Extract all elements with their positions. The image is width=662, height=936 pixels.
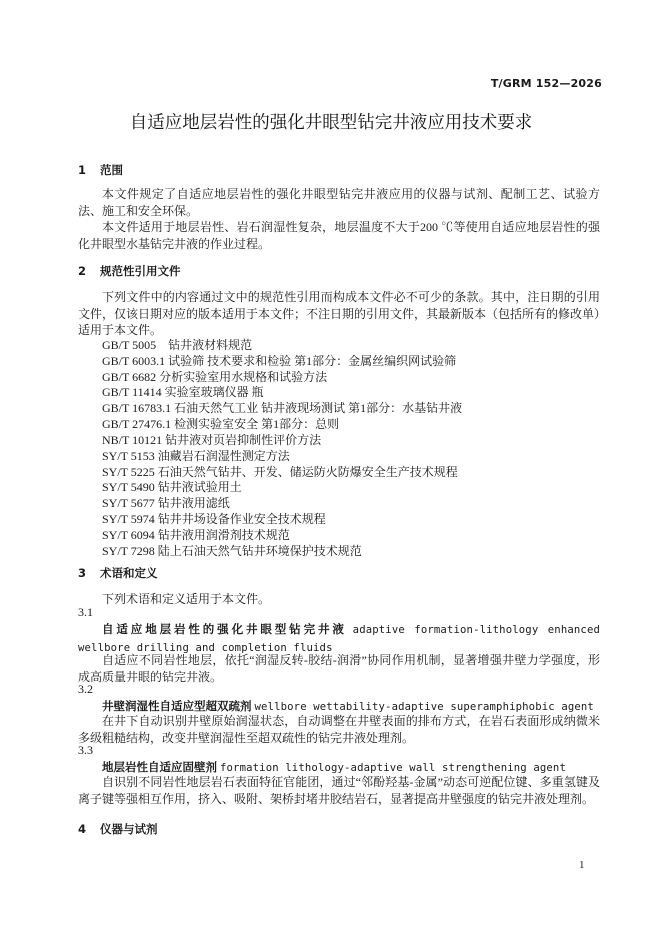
term-number: 3.3 [78,743,93,757]
reference-item: SY/T 5225 石油天然气钻井、开发、储运防火防爆安全生产技术规程 [102,465,458,479]
reference-item: SY/T 5490 钻井液试验用土 [102,480,242,494]
section-2-heading [78,263,181,279]
term-chinese: 井壁润湿性自适应型超双疏剂 [102,699,252,713]
term-english: wellbore wettability-adaptive superamphiphobic agent [254,701,594,713]
reference-item: SY/T 7298 陆上石油天然气钻井环境保护技术规范 [102,544,362,558]
term-definition: 自识别不同岩性地层岩石表面特征官能团，通过“邻酚羟基-金属”动态可逆配位键、多重氢键及离子键等强相互作用，挤入、吸附、架桥封堵井胶结岩石，显著提高井壁强度的钻完井液处理剂。 [78,775,600,806]
term-english: formation lithology-adaptive wall strengthening agent [220,762,566,774]
section-title: 规范性引用文件 [100,264,181,278]
term-chinese: 自适应地层岩性的强化井眼型钻完井液 [102,622,347,636]
section-number: 4 [78,822,87,836]
page-number: 1 [579,859,585,871]
section-title: 术语和定义 [100,566,158,580]
reference-item: GB/T 27476.1 检测实验室安全 第1部分：总则 [102,417,340,431]
term-english: adaptive formation-lithology enhanced wellbore drilling and completion fluids [78,624,601,654]
document-title: 自适应地层岩性的强化井眼型钻完井液应用技术要求 [129,113,533,133]
paragraph: 下列文件中的内容通过文中的规范性引用而构成本文件必不可少的条款。其中，注日期的引用文件，仅该日期对应的版本适用于本文件；不注日期的引用文件，其最新版本（包括所有的修改单）适用于本文件。 [78,290,601,337]
paragraph: 本文件规定了自适应地层岩性的强化井眼型钻完井液应用的仪器与试剂、配制工艺、试验方法、施工和安全环保。 [78,187,600,218]
section-title: 范围 [100,163,124,177]
section-number: 2 [78,264,87,278]
reference-item: GB/T 16783.1 石油天然气工业 钻井液现场测试 第1部分：水基钻井液 [102,401,463,415]
reference-item: SY/T 5153 油藏岩石润湿性测定方法 [102,449,290,463]
section-title: 仪器与试剂 [100,822,158,836]
term-definition: 自适应不同岩性地层，依托“润湿反转-胶结-润滑”协同作用机制，显著增强井壁力学强度，形成高质量井眼的钻完井液。 [78,653,600,684]
section-3-heading [78,565,158,581]
term-definition: 在井下自动识别井壁原始润湿状态，自动调整在井壁表面的排布方式，在岩石表面形成纳微米多级粗糙结构，改变井壁润湿性至超双疏性的钻完井液处理剂。 [78,714,600,745]
reference-item: GB/T 11414 实验室玻璃仪器 瓶 [102,385,264,399]
paragraph: 下列术语和定义适用于本文件。 [102,592,271,606]
section-number: 3 [78,566,87,580]
standard-code: T/GRM 152—2026 [490,77,602,90]
reference-item: GB/T 6003.1 试验筛 技术要求和检验 第1部分：金属丝编织网试验筛 [102,354,457,368]
reference-item: GB/T 6682 分析实验室用水规格和试验方法 [102,370,328,384]
reference-item: GB/T 5005 钻井液材料规范 [102,338,253,352]
section-1-heading [78,162,123,178]
reference-item: SY/T 6094 钻井液用润滑剂技术规范 [102,528,290,542]
term-number: 3.2 [78,682,93,696]
term-chinese: 地层岩性自适应固壁剂 [102,760,217,774]
reference-item: SY/T 5677 钻井液用滤纸 [102,496,230,510]
section-4-heading [78,821,158,837]
paragraph: 本文件适用于地层岩性、岩石润湿性复杂，地层温度不大于200 ℃等使用自适应地层岩性的强化井眼型水基钻完井液的作业过程。 [78,220,600,251]
term-number: 3.1 [78,605,93,619]
reference-item: SY/T 5974 钻井井场设备作业安全技术规程 [102,512,326,526]
section-number: 1 [78,163,87,177]
reference-item: NB/T 10121 钻井液对页岩抑制性评价方法 [102,433,322,447]
term-heading [78,621,600,656]
